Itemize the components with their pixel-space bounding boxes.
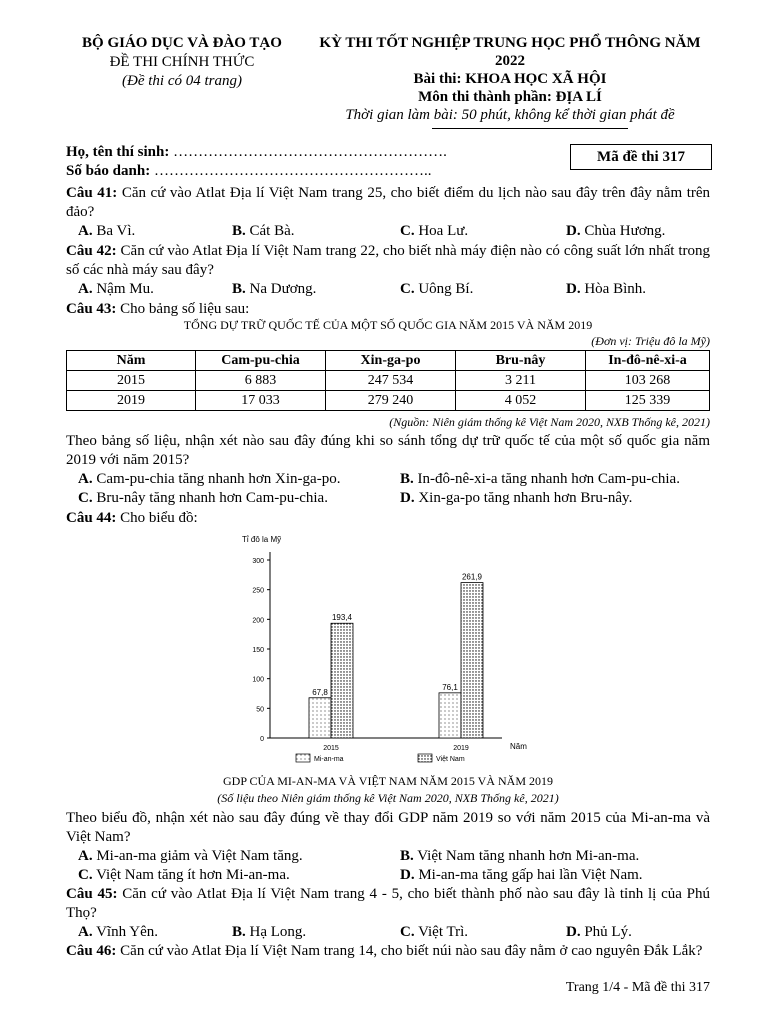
question-43 bbox=[66, 300, 710, 319]
official-exam-label: ĐỀ THI CHÍNH THỨC bbox=[109, 54, 255, 70]
table-cell: 17 033 bbox=[196, 391, 326, 411]
y-tick-label: 300 bbox=[252, 558, 264, 565]
table-cell: 125 339 bbox=[586, 391, 710, 411]
q43-number: Câu 43: bbox=[66, 301, 117, 317]
table-header-row bbox=[67, 351, 710, 371]
q41-option-d[interactable]: D. Chùa Hương. bbox=[566, 223, 666, 239]
q43-option-a[interactable]: A. Cam-pu-chia tăng nhanh hơn Xin-ga-po. bbox=[78, 471, 341, 487]
y-tick-label: 0 bbox=[260, 736, 264, 743]
bar-myanmar-2019 bbox=[439, 693, 461, 738]
q45-option-a[interactable]: A. Vĩnh Yên. bbox=[78, 924, 159, 940]
bar-vietnam-2019 bbox=[461, 583, 483, 738]
y-axis-label: Tỉ đô la Mỹ bbox=[242, 535, 282, 544]
table-header: In-đô-nê-xi-a bbox=[586, 351, 710, 371]
y-tick-label: 200 bbox=[252, 617, 264, 625]
table-header: Năm bbox=[67, 351, 196, 371]
table-header: Bru-nây bbox=[456, 351, 586, 371]
question-45 bbox=[66, 885, 710, 923]
x-tick-label: 2015 bbox=[323, 745, 339, 752]
legend-label: Mi-an-ma bbox=[314, 756, 344, 763]
q43-option-b[interactable]: B. In-đô-nê-xi-a tăng nhanh hơn Cam-pu-chia. bbox=[400, 471, 680, 487]
y-tick-label: 150 bbox=[252, 647, 264, 654]
q45-text: Căn cứ vào Atlat Địa lí Việt Nam trang 4 - 5, cho biết thành phố nào sau đây là tỉnh lị của Phú Thọ? bbox=[66, 886, 711, 921]
table-source: (Nguồn: Niên giám thống kê Việt Nam 2020, NXB Thống kê, 2021) bbox=[389, 415, 710, 429]
q44-options-row2 bbox=[66, 866, 710, 885]
legend-swatch-vietnam bbox=[418, 754, 432, 762]
chart-source: (Số liệu theo Niên giám thống kê Việt Nam 2020, NXB Thống kê, 2021) bbox=[217, 791, 559, 805]
q44-option-a[interactable]: A. Mi-an-ma giảm và Việt Nam tăng. bbox=[78, 848, 303, 864]
question-46 bbox=[66, 942, 710, 961]
q41-number: Câu 41: bbox=[66, 185, 118, 201]
q44-option-c[interactable]: C. Việt Nam tăng ít hơn Mi-an-ma. bbox=[78, 867, 290, 883]
question-42 bbox=[66, 242, 710, 280]
table-cell: 247 534 bbox=[326, 371, 456, 391]
q44-stem: Theo biểu đồ, nhận xét nào sau đây đúng về thay đổi GDP năm 2019 so với năm 2015 của Mi-an-ma và Việt Nam? bbox=[66, 810, 710, 845]
id-label: Số báo danh: bbox=[66, 163, 151, 179]
q43-options-row2 bbox=[66, 489, 710, 508]
q43-stem: Theo bảng số liệu, nhận xét nào sau đây đúng khi so sánh tổng dự trữ quốc tế của một số quốc gia năm 2019 với năm 2015? bbox=[66, 433, 710, 468]
bar-data-label: 76,1 bbox=[442, 682, 458, 692]
header-left bbox=[66, 34, 298, 91]
q43-option-c[interactable]: C. Bru-nây tăng nhanh hơn Cam-pu-chia. bbox=[78, 490, 328, 506]
table-row bbox=[67, 371, 710, 391]
time-note: Thời gian làm bài: 50 phút, không kể thời gian phát đề bbox=[345, 107, 675, 123]
name-dots: ………………………………………………. bbox=[173, 144, 447, 160]
q44-text: Cho biểu đồ: bbox=[120, 510, 198, 526]
table-row bbox=[67, 391, 710, 411]
q45-options bbox=[66, 923, 710, 942]
exam-code: Mã đề thi 317 bbox=[597, 148, 685, 165]
q46-text: Căn cứ vào Atlat Địa lí Việt Nam trang 14, cho biết núi nào sau đây nằm ở cao nguyên Đắk Lắk? bbox=[120, 943, 703, 959]
table-cell: 103 268 bbox=[586, 371, 710, 391]
candidate-info bbox=[66, 143, 447, 181]
table-unit: (Đơn vị: Triệu đô la Mỹ) bbox=[591, 334, 710, 348]
ministry-name: BỘ GIÁO DỤC VÀ ĐÀO TẠO bbox=[82, 35, 282, 51]
q42-text: Căn cứ vào Atlat Địa lí Việt Nam trang 22, cho biết nhà máy điện nào có công suất lớn nhất trong số các nhà máy sau đây? bbox=[66, 243, 710, 278]
q43-options-row1 bbox=[66, 470, 710, 489]
exam-title-line2: 2022 bbox=[495, 53, 525, 69]
q45-option-c[interactable]: C. Việt Trì. bbox=[400, 924, 469, 940]
q45-option-b[interactable]: B. Hạ Long. bbox=[232, 924, 307, 940]
q45-option-d[interactable]: D. Phủ Lý. bbox=[566, 924, 632, 940]
legend-swatch-myanmar bbox=[296, 754, 310, 762]
q44-option-b[interactable]: B. Việt Nam tăng nhanh hơn Mi-an-ma. bbox=[400, 848, 640, 864]
q46-number: Câu 46: bbox=[66, 943, 117, 959]
q43-option-d[interactable]: D. Xin-ga-po tăng nhanh hơn Bru-nây. bbox=[400, 490, 633, 506]
q42-option-b[interactable]: B. Na Dương. bbox=[232, 281, 317, 297]
name-label: Họ, tên thí sinh: bbox=[66, 144, 170, 160]
table-cell: 2015 bbox=[67, 371, 196, 391]
table-title: TỔNG DỰ TRỮ QUỐC TẾ CỦA MỘT SỐ QUỐC GIA NĂM 2015 VÀ NĂM 2019 bbox=[183, 318, 593, 332]
q42-option-d[interactable]: D. Hòa Bình. bbox=[566, 281, 647, 297]
q43-text: Cho bảng số liệu sau: bbox=[120, 301, 250, 317]
bar-data-label: 261,9 bbox=[461, 572, 483, 582]
q41-option-b[interactable]: B. Cát Bà. bbox=[232, 223, 295, 239]
q42-number: Câu 42: bbox=[66, 243, 117, 259]
bar-vietnam-2015 bbox=[331, 623, 353, 738]
y-tick-label: 50 bbox=[256, 706, 264, 714]
subject-label: Bài thi: KHOA HỌC XÃ HỘI bbox=[413, 71, 607, 87]
q41-text: Căn cứ vào Atlat Địa lí Việt Nam trang 25, cho biết điểm du lịch nào sau đây trên đây nằm trên đảo? bbox=[66, 185, 711, 220]
bar-myanmar-2015 bbox=[309, 698, 331, 738]
bar-data-label: 193,4 bbox=[331, 613, 353, 623]
q41-options bbox=[66, 222, 710, 241]
y-tick-label: 100 bbox=[252, 676, 264, 684]
table-cell: 3 211 bbox=[456, 371, 586, 391]
q44-options-row1 bbox=[66, 847, 710, 866]
table-cell: 279 240 bbox=[326, 391, 456, 411]
header-divider bbox=[432, 128, 628, 129]
q45-number: Câu 45: bbox=[66, 886, 118, 902]
pages-note: (Đề thi có 04 trang) bbox=[122, 73, 242, 89]
table-cell: 4 052 bbox=[456, 391, 586, 411]
q41-option-a[interactable]: A. Ba Vì. bbox=[78, 223, 136, 239]
q41-option-c[interactable]: C. Hoa Lư. bbox=[400, 223, 469, 239]
question-44 bbox=[66, 509, 710, 528]
page-footer: Trang 1/4 - Mã đề thi 317 bbox=[565, 980, 710, 995]
exam-code-box bbox=[570, 144, 712, 170]
table-header: Cam-pu-chia bbox=[196, 351, 326, 371]
id-dots: ……………………………………………….. bbox=[153, 163, 432, 179]
q42-options bbox=[66, 280, 710, 299]
q42-option-a[interactable]: A. Nậm Mu. bbox=[78, 281, 154, 297]
table-header: Xin-ga-po bbox=[326, 351, 456, 371]
table-cell: 6 883 bbox=[196, 371, 326, 391]
question-41 bbox=[66, 184, 710, 222]
table-cell: 2019 bbox=[67, 391, 196, 411]
header-right bbox=[306, 34, 714, 124]
x-axis-label: Năm bbox=[510, 742, 527, 751]
q44-option-d[interactable]: D. Mi-an-ma tăng gấp hai lần Việt Nam. bbox=[400, 867, 643, 883]
x-tick-label: 2019 bbox=[453, 745, 469, 752]
legend-label: Việt Nam bbox=[436, 756, 465, 763]
q42-option-c[interactable]: C. Uông Bí. bbox=[400, 281, 474, 297]
chart-title: GDP CỦA MI-AN-MA VÀ VIỆT NAM NĂM 2015 VÀ NĂM 2019 bbox=[222, 774, 554, 788]
component-label: Môn thi thành phần: ĐỊA LÍ bbox=[418, 89, 602, 105]
exam-title-line1: KỲ THI TỐT NGHIỆP TRUNG HỌC PHỔ THÔNG NĂM bbox=[319, 35, 701, 51]
y-tick-label: 250 bbox=[252, 587, 264, 595]
bar-data-label: 67,8 bbox=[312, 687, 328, 697]
gdp-bar-chart bbox=[232, 530, 552, 775]
reserves-table bbox=[66, 350, 710, 411]
q44-number: Câu 44: bbox=[66, 510, 117, 526]
